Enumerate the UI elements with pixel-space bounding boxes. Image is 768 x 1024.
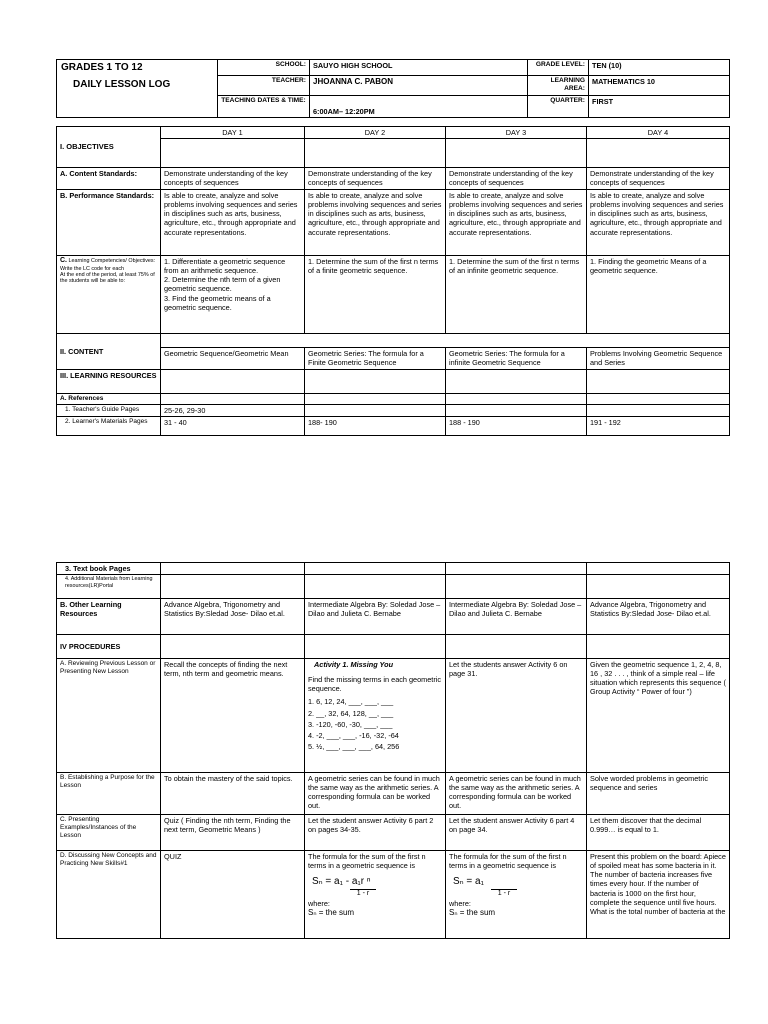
- log-title: [57, 60, 218, 118]
- learners-materials-d1: 31 - 40: [161, 417, 305, 436]
- teachers-guide-label: 1. Teacher's Guide Pages: [57, 405, 161, 417]
- formula-intro: The formula for the sum of the first n terms in a geometric sequence is: [308, 852, 426, 871]
- content-d4: Problems Involving Geometric Sequence and Series: [587, 348, 730, 370]
- presenting-d2: Let the student answer Activity 6 part 2 on pages 34-35.: [305, 815, 446, 851]
- school-value: SAUYO HIGH SCHOOL: [310, 60, 528, 76]
- additional-materials-label: 4. Additional Materials from Learning resources(LR)Portal: [57, 575, 161, 599]
- learners-materials-d2: 188- 190: [305, 417, 446, 436]
- activity-item: 2. __, 32, 64, 128, __, ___: [308, 708, 394, 718]
- performance-d2: Is able to create, analyze and solve problems involving sequences and series in disciplines such as arts, business, agriculture, etc., through appropriate and accurate representations.: [305, 190, 446, 256]
- school-label: SCHOOL:: [218, 60, 310, 76]
- content-standards-label: A. Content Standards:: [57, 168, 161, 190]
- infinite-sum-formula: [453, 876, 583, 898]
- day-1-header: DAY 1: [161, 127, 305, 139]
- area-value: MATHEMATICS 10: [589, 76, 730, 96]
- competencies-d4: 1. Finding the geometric Means of a geometric sequence.: [587, 256, 730, 334]
- other-resources-d1: Advance Algebra, Trigonometry and Statistics By:Sledad Jose- Dilao et.al.: [161, 599, 305, 635]
- reviewing-d3: Let the students answer Activity 6 on page 31.: [446, 659, 587, 773]
- competency-item: 2. Determine the nth term of a given geometric sequence.: [164, 275, 281, 294]
- quarter-value: FIRST: [589, 96, 730, 118]
- purpose-d1: To obtain the mastery of the said topics.: [161, 773, 305, 815]
- presenting-d3: Let the student answer Activity 6 part 4 on page 34.: [446, 815, 587, 851]
- day-2-header: DAY 2: [305, 127, 446, 139]
- learners-materials-d3: 188 - 190: [446, 417, 587, 436]
- performance-d4: Is able to create, analyze and solve problems involving sequences and series in disciplines such as arts, business, agriculture, etc., through appropriate and accurate representations.: [587, 190, 730, 256]
- competency-item: 3. Find the geometric means of a geometric sequence.: [164, 293, 271, 312]
- presenting-d1: Quiz ( Finding the nth term, Finding the next term, Geometric Means ): [161, 815, 305, 851]
- competencies-d3: 1. Determine the sum of the first n terms of an infinite geometric sequence.: [446, 256, 587, 334]
- competencies-letter: C.: [60, 257, 67, 265]
- reviewing-d2: [305, 659, 446, 773]
- purpose-d4: Solve worded problems in geometric sequence and series: [587, 773, 730, 815]
- discussing-label: D. Discussing New Concepts and Practicing New Skills#1: [57, 851, 161, 939]
- teacher-label: TEACHER:: [218, 76, 310, 96]
- grade-value: TEN (10): [589, 60, 730, 76]
- title-line-2: DAILY LESSON LOG: [73, 78, 171, 90]
- competency-item: 1. Differentiate a geometric sequence from an arithmetic sequence.: [164, 257, 286, 276]
- teacher-value: JHOANNA C. PABON: [310, 76, 528, 96]
- lesson-table-page2: [56, 562, 730, 939]
- content-standards-d2: Demonstrate understanding of the key concepts of sequences: [305, 168, 446, 190]
- activity-instruction: Find the missing terms in each geometric sequence.: [308, 675, 442, 694]
- purpose-d3: A geometric series can be found in much the same way as the arithmetic series. A corresponding formula can be worked out.: [446, 773, 587, 815]
- presenting-label: C. Presenting Examples/Instances of the Lesson: [57, 815, 161, 851]
- formula-denominator: 1 - r: [491, 889, 517, 899]
- purpose-label: B. Establishing a Purpose for the Lesson: [57, 773, 161, 815]
- discussing-d4: Present this problem on the board: Apiece of spoiled meat has some bacteria in it. The number of bacteria increases five times every hour. If the number of bacteria is 1000 on the first hour, complete the sequence until five hours. What is the total number of bacteria at the: [587, 851, 730, 939]
- resources-heading: III. LEARNING RESOURCES: [57, 370, 161, 394]
- reviewing-label: A. Reviewing Previous Lesson or Presenting New Lesson: [57, 659, 161, 773]
- other-resources-d4: Advance Algebra, Trigonometry and Statistics By:Sledad Jose- Dilao et.al.: [587, 599, 730, 635]
- performance-d3: Is able to create, analyze and solve problems involving sequences and series in disciplines such as arts, business, agriculture, etc., through appropriate and accurate representations.: [446, 190, 587, 256]
- formula-numerator: Sₙ = a₁: [453, 876, 484, 888]
- activity-item: 3. -120, -60, -30, ___, ___: [308, 719, 393, 729]
- content-d1: Geometric Sequence/Geometric Mean: [161, 348, 305, 370]
- procedures-heading: IV PROCEDURES: [57, 635, 161, 659]
- discussing-d1: QUIZ: [161, 851, 305, 939]
- formula-where: where:: [449, 898, 471, 908]
- competencies-label: [57, 256, 161, 334]
- day-4-header: DAY 4: [587, 127, 730, 139]
- activity-item: 5. ½, ___, ___, ___, 64, 256: [308, 741, 400, 751]
- activity-item: 1. 6, 12, 24, ___, ___, ___: [308, 697, 394, 707]
- references-label: A. References: [57, 394, 161, 405]
- performance-label: B. Performance Standards:: [57, 190, 161, 256]
- header-table: [56, 59, 730, 118]
- formula-intro: The formula for the sum of the first n terms in a geometric sequence is: [449, 852, 567, 871]
- competencies-d2: 1. Determine the sum of the first n terms of a finite geometric sequence.: [305, 256, 446, 334]
- learners-materials-d4: 191 - 192: [587, 417, 730, 436]
- area-label: LEARNING AREA:: [528, 76, 589, 96]
- competencies-text: Learning Competencies/ Objectives: Write the LC code for each: [60, 258, 156, 272]
- competencies-note: At the end of the period, at least 75% of the students will be able to:: [60, 271, 155, 285]
- formula-numerator: Sₙ = a₁ - a₁r ⁿ: [312, 876, 371, 888]
- content-heading: II. CONTENT: [57, 334, 161, 370]
- reviewing-d4: Given the geometric sequence 1, 2, 4, 8, 16 , 32 . . . , think of a simple real – life situation which represents this sequence ( Group Activity “ Power of four ”): [587, 659, 730, 773]
- grade-label: GRADE LEVEL:: [528, 60, 589, 76]
- discussing-d2: [305, 851, 446, 939]
- content-standards-d4: Demonstrate understanding of the key concepts of sequences: [587, 168, 730, 190]
- performance-d1: Is able to create, analyze and solve problems involving sequences and series in disciplines such as arts, business, agriculture, etc., through appropriate and accurate representations.: [161, 190, 305, 256]
- textbook-label: 3. Text book Pages: [57, 563, 161, 575]
- finite-sum-formula: [312, 876, 442, 898]
- day-3-header: DAY 3: [446, 127, 587, 139]
- dates-value: 6:00AM– 12:20PM: [310, 96, 528, 118]
- discussing-d3: [446, 851, 587, 939]
- presenting-d4: Let them discover that the decimal 0.999… is equal to 1.: [587, 815, 730, 851]
- teachers-guide-d1: 25-26, 29-30: [161, 405, 305, 417]
- formula-denominator: 1 - r: [350, 889, 376, 899]
- learners-materials-label: 2. Learner's Materials Pages: [57, 417, 161, 436]
- quarter-label: QUARTER:: [528, 96, 589, 118]
- dates-label: TEACHING DATES & TIME:: [218, 96, 310, 118]
- content-standards-d3: Demonstrate understanding of the key concepts of sequences: [446, 168, 587, 190]
- other-resources-d3: Intermediate Algebra By: Soledad Jose – Dilao and Julieta C. Bernabe: [446, 599, 587, 635]
- formula-sum-def: Sₙ = the sum: [449, 907, 496, 917]
- lesson-table-page1: [56, 126, 730, 436]
- content-d2: Geometric Series: The formula for a Finite Geometric Sequence: [305, 348, 446, 370]
- content-d3: Geometric Series: The formula for a infinite Geometric Sequence: [446, 348, 587, 370]
- activity-item: 4. -2, ___, ___, -16, -32, -64: [308, 730, 399, 740]
- other-resources-d2: Intermediate Algebra By: Soledad Jose – Dilao and Julieta C. Bernabe: [305, 599, 446, 635]
- reviewing-d1: Recall the concepts of finding the next term, nth term and geometric means.: [161, 659, 305, 773]
- content-standards-d1: Demonstrate understanding of the key concepts of sequences: [161, 168, 305, 190]
- formula-sum-def: Sₙ = the sum: [308, 907, 355, 917]
- objectives-heading: I. OBJECTIVES: [57, 127, 161, 168]
- other-resources-label: B. Other Learning Resources: [57, 599, 161, 635]
- competencies-d1: [161, 256, 305, 334]
- purpose-d2: A geometric series can be found in much the same way as the arithmetic series. A corresponding formula can be worked out.: [305, 773, 446, 815]
- title-line-1: GRADES 1 TO 12: [61, 62, 143, 73]
- formula-where: where:: [308, 898, 330, 908]
- activity-title: Activity 1. Missing You: [314, 660, 394, 670]
